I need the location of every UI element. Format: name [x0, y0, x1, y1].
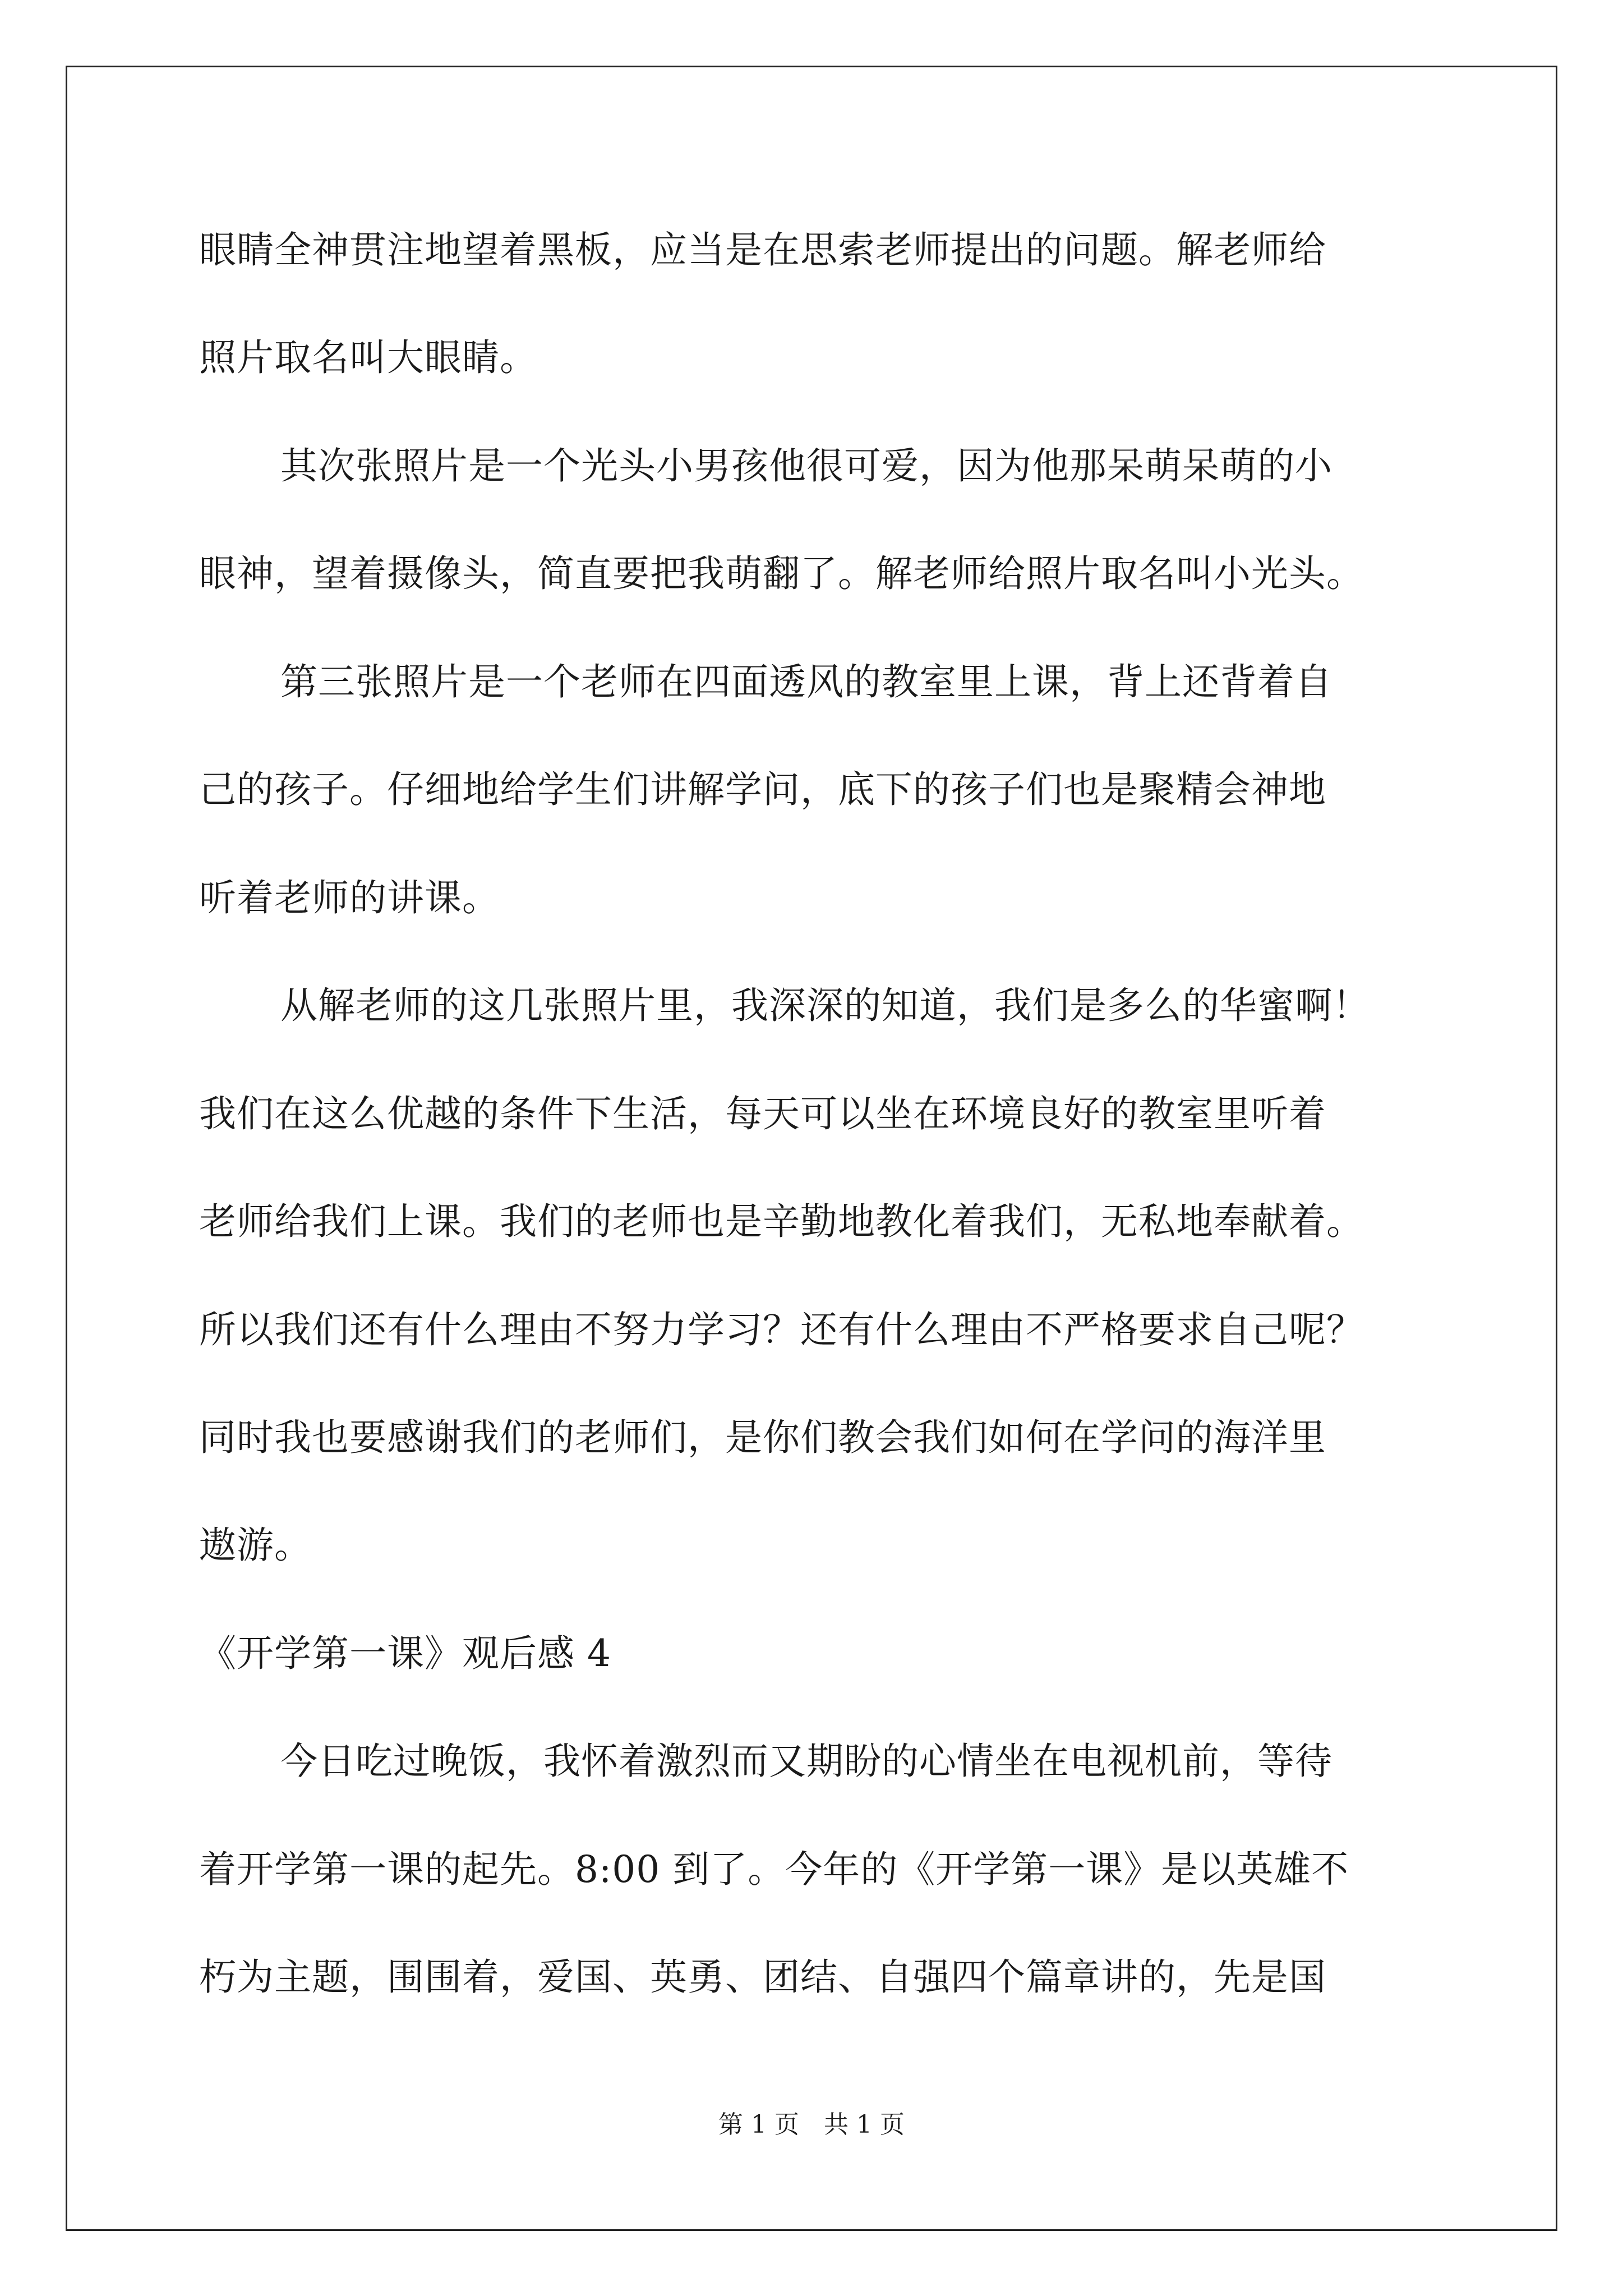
body-text-line: 听着老师的讲课。: [199, 876, 500, 919]
body-text-line: 遨游。: [199, 1524, 312, 1567]
page-border: [66, 66, 1557, 2231]
body-text-line: 眼睛全神贯注地望着黑板，应当是在思索老师提出的问题。解老师给: [199, 228, 1326, 272]
body-text-line: 眼神，望着摄像头，简直要把我萌翻了。解老师给照片取名叫小光头。: [199, 552, 1364, 595]
body-text-line: 同时我也要感谢我们的老师们，是你们教会我们如何在学问的海洋里: [199, 1416, 1326, 1459]
body-text-line: 朽为主题，围围着，爱国、英勇、团结、自强四个篇章讲的，先是国: [199, 1955, 1326, 1999]
section-heading: 《开学第一课》观后感 4: [199, 1632, 611, 1675]
page-footer: 第 1 页 共 1 页: [718, 2110, 905, 2139]
body-text-line: 老师给我们上课。我们的老师也是辛勤地教化着我们，无私地奉献着。: [199, 1200, 1364, 1243]
body-text-line: 照片取名叫大眼睛。: [199, 336, 537, 379]
body-text-line: 所以我们还有什么理由不努力学习？还有什么理由不严格要求自己呢？: [199, 1308, 1364, 1351]
body-text-line: 着开学第一课的起先。8:00 到了。今年的《开学第一课》是以英雄不: [199, 1848, 1349, 1891]
body-text-line: 己的孩子。仔细地给学生们讲解学问，底下的孩子们也是聚精会神地: [199, 768, 1326, 811]
body-text-line: 其次张照片是一个光头小男孩他很可爱，因为他那呆萌呆萌的小: [280, 444, 1332, 487]
body-text-line: 今日吃过晚饭，我怀着激烈而又期盼的心情坐在电视机前，等待: [280, 1740, 1332, 1783]
body-text-line: 第三张照片是一个老师在四面透风的教室里上课，背上还背着自: [280, 660, 1332, 703]
body-text-line: 从解老师的这几张照片里，我深深的知道，我们是多么的华蜜啊！: [280, 984, 1370, 1027]
body-text-line: 我们在这么优越的条件下生活，每天可以坐在环境良好的教室里听着: [199, 1092, 1326, 1135]
